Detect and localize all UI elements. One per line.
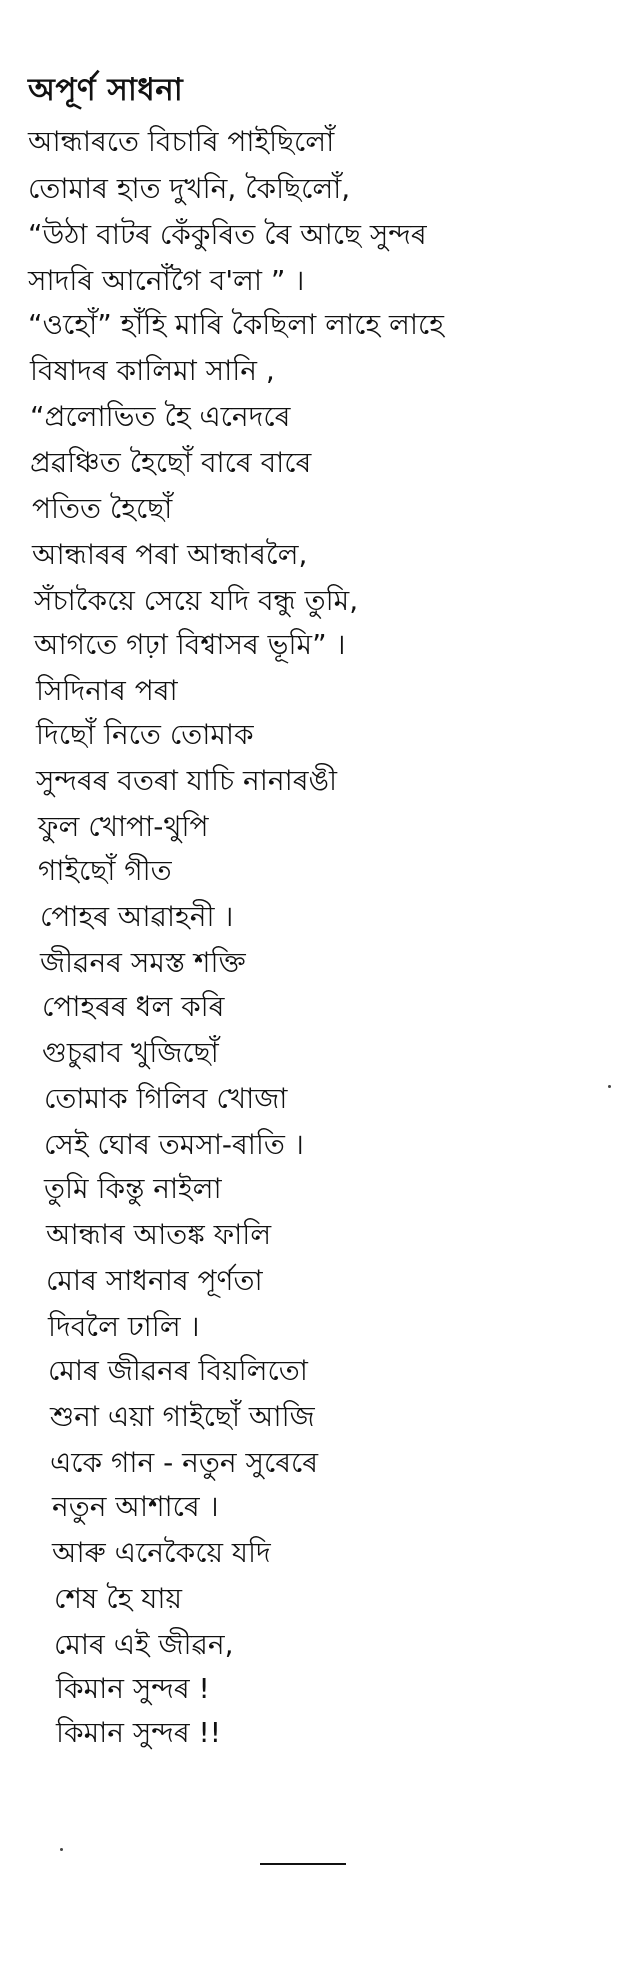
poem-line: সঁচাকৈয়ে সেয়ে যদি বন্ধু তুমি, — [34, 584, 359, 617]
end-rule — [260, 1863, 346, 1865]
poem-line: গাইছোঁ গীত — [38, 854, 172, 887]
poem-line: সুন্দৰৰ বতৰা যাচি নানাৰঙী — [36, 764, 338, 797]
poem-line: “উঠা বাটৰ কেঁকুৰিত ৰৈ আছে সুন্দৰ — [28, 218, 427, 251]
poem-line: তোমাৰ হাত দুখনি, কৈছিলোঁ, — [28, 172, 351, 205]
poem-line: একে গান - নতুন সুৰেৰে — [50, 1446, 318, 1479]
poem-line: দিবলৈ ঢালি । — [48, 1310, 200, 1343]
poem-line: ফুল খোপা-থুপি — [38, 810, 209, 843]
poem-line: সেই ঘোৰ তমসা-ৰাতি । — [44, 1128, 304, 1161]
poem-line: আৰু এনেকৈয়ে যদি — [52, 1536, 271, 1569]
poem-line: আগতে গঢ়া বিশ্বাসৰ ভূমি” । — [34, 628, 346, 661]
poem-line: জীৱনৰ সমস্ত শক্তি — [40, 946, 246, 979]
poem-line: মোৰ জীৱনৰ বিয়লিতো — [48, 1354, 308, 1387]
poem-line: “প্ৰলোভিত হৈ এনেদৰে — [30, 400, 291, 433]
poem-line: সাদৰি আনোঁগৈ ব'লা ” । — [28, 264, 305, 297]
poem-line: বিষাদৰ কালিমা সানি , — [30, 354, 275, 387]
poem-line: দিছোঁ নিতে তোমাক — [36, 718, 254, 751]
poem-line: নতুন আশাৰে । — [52, 1490, 219, 1523]
poem-line: তোমাক গিলিব খোজা — [44, 1082, 288, 1115]
poem-line: শেষ হৈ যায় — [54, 1582, 182, 1615]
poem-line: পতিত হৈছোঁ — [32, 492, 173, 525]
print-speck — [608, 1085, 611, 1088]
poem-line: কিমান সুন্দৰ !! — [56, 1716, 221, 1749]
poem-line: কিমান সুন্দৰ ! — [56, 1672, 210, 1705]
poem-title: অপূৰ্ণ সাধনা — [28, 72, 184, 108]
poem-line: গুচুৱাব খুজিছোঁ — [42, 1036, 219, 1069]
poem-line: পোহৰৰ ধল কৰি — [42, 990, 225, 1023]
poem-line: তুমি কিন্তু নাইলা — [44, 1172, 222, 1205]
poem-line: আন্ধাৰৰ পৰা আন্ধাৰলৈ, — [32, 538, 308, 571]
poem-line: পোহৰ আৱাহনী । — [40, 900, 234, 933]
poem-line: মোৰ সাধনাৰ পূৰ্ণতা — [46, 1264, 263, 1297]
poem-line: মোৰ এই জীৱন, — [54, 1628, 234, 1661]
poem-line: “ওহোঁ” হাঁহি মাৰি কৈছিলা লাহে লাহে — [28, 308, 444, 341]
poem-line: সিদিনাৰ পৰা — [36, 674, 178, 707]
poem-line: আন্ধাৰ আতঙ্ক ফালি — [46, 1218, 272, 1251]
poem-line: আন্ধাৰতে বিচাৰি পাইছিলোঁ — [28, 125, 335, 158]
print-speck — [60, 1848, 63, 1851]
poem-line: শুনা এয়া গাইছোঁ আজি — [50, 1400, 315, 1433]
poem-line: প্ৰৱঞ্চিত হৈছোঁ বাৰে বাৰে — [30, 446, 312, 479]
